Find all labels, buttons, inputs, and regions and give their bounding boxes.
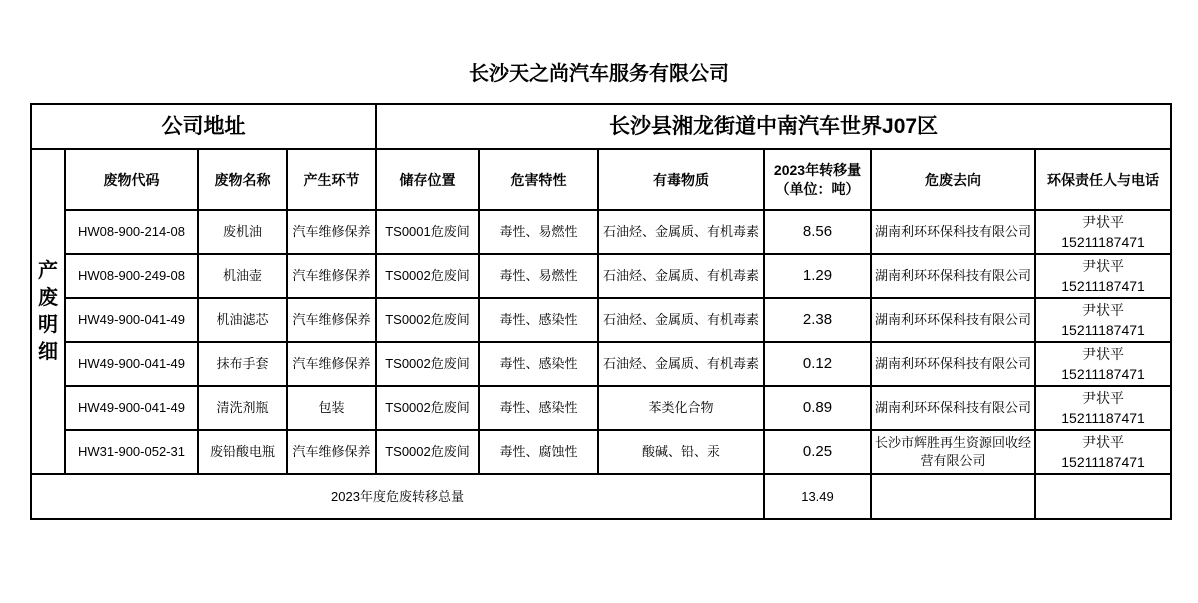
cell-waste-name: 废铅酸电瓶 [198,430,287,474]
contact-name: 尹状平 [1082,346,1125,362]
cell-waste-code: HW31-900-052-31 [65,430,198,474]
cell-contact [1035,254,1171,298]
contact-phone: 15211187471 [1061,278,1145,294]
cell-destination: 湖南利环环保科技有限公司 [871,254,1035,298]
cell-toxic-substances: 苯类化合物 [598,386,764,430]
total-contact-empty-cell [1035,474,1171,519]
table-header-row [31,149,1171,210]
contact-name: 尹状平 [1082,214,1125,230]
cell-toxic-substances: 石油烃、金属质、有机毒素 [598,210,764,254]
cell-hazard-traits: 毒性、感染性 [479,386,598,430]
cell-generation-stage: 汽车维修保养 [287,342,376,386]
total-amount: 13.49 [764,474,871,519]
cell-generation-stage: 汽车维修保养 [287,254,376,298]
cell-hazard-traits: 毒性、易燃性 [479,254,598,298]
page-title: 长沙天之尚汽车服务有限公司 [469,63,729,85]
header-storage-location: 储存位置 [376,149,479,210]
cell-storage-location: TS0001危废间 [376,210,479,254]
side-section-label: 产废明细 [38,259,58,363]
company-address-row [31,104,1171,149]
header-transfer-amount-line2: （单位：吨） [775,180,860,197]
table-row [31,298,1171,342]
contact-name: 尹状平 [1082,434,1125,450]
cell-contact [1035,430,1171,474]
contact-name: 尹状平 [1082,302,1125,318]
cell-hazard-traits: 毒性、感染性 [479,298,598,342]
table-row [31,386,1171,430]
contact-name: 尹状平 [1082,258,1125,274]
cell-destination: 湖南利环环保科技有限公司 [871,298,1035,342]
contact-phone: 15211187471 [1061,234,1145,250]
table-row [31,342,1171,386]
cell-transfer-amount: 8.56 [764,210,871,254]
contact-name: 尹状平 [1082,390,1125,406]
cell-waste-name: 机油滤芯 [198,298,287,342]
cell-transfer-amount: 0.25 [764,430,871,474]
company-address-label: 公司地址 [31,104,376,149]
cell-generation-stage: 包装 [287,386,376,430]
header-waste-code: 废物代码 [65,149,198,210]
cell-generation-stage: 汽车维修保养 [287,210,376,254]
cell-transfer-amount: 2.38 [764,298,871,342]
cell-waste-code: HW49-900-041-49 [65,298,198,342]
cell-contact [1035,210,1171,254]
header-transfer-amount [764,149,871,210]
cell-contact [1035,298,1171,342]
cell-storage-location: TS0002危废间 [376,298,479,342]
cell-waste-code: HW08-900-214-08 [65,210,198,254]
cell-toxic-substances: 酸碱、铅、汞 [598,430,764,474]
cell-generation-stage: 汽车维修保养 [287,298,376,342]
cell-destination: 湖南利环环保科技有限公司 [871,386,1035,430]
table-row [31,210,1171,254]
cell-hazard-traits: 毒性、腐蚀性 [479,430,598,474]
contact-phone: 15211187471 [1061,366,1145,382]
header-toxic-substances: 有毒物质 [598,149,764,210]
contact-phone: 15211187471 [1061,322,1145,338]
cell-waste-code: HW49-900-041-49 [65,342,198,386]
table-row [31,254,1171,298]
cell-generation-stage: 汽车维修保养 [287,430,376,474]
header-contact: 环保责任人与电话 [1035,149,1171,210]
cell-destination: 湖南利环环保科技有限公司 [871,342,1035,386]
total-destination-empty-cell [871,474,1035,519]
cell-toxic-substances: 石油烃、金属质、有机毒素 [598,254,764,298]
side-section-cell [31,149,65,474]
hazardous-waste-table [30,103,1172,520]
cell-contact [1035,386,1171,430]
cell-waste-code: HW49-900-041-49 [65,386,198,430]
total-row [31,474,1171,519]
cell-contact [1035,342,1171,386]
cell-storage-location: TS0002危废间 [376,386,479,430]
cell-transfer-amount: 0.89 [764,386,871,430]
company-address-value: 长沙县湘龙街道中南汽车世界J07区 [376,104,1171,149]
header-generation-stage: 产生环节 [287,149,376,210]
cell-waste-code: HW08-900-249-08 [65,254,198,298]
cell-storage-location: TS0002危废间 [376,254,479,298]
cell-waste-name: 抹布手套 [198,342,287,386]
header-destination: 危废去向 [871,149,1035,210]
cell-storage-location: TS0002危废间 [376,430,479,474]
cell-storage-location: TS0002危废间 [376,342,479,386]
contact-phone: 15211187471 [1061,454,1145,470]
cell-toxic-substances: 石油烃、金属质、有机毒素 [598,298,764,342]
cell-destination: 长沙市辉胜再生资源回收经营有限公司 [871,430,1035,474]
contact-phone: 15211187471 [1061,410,1145,426]
table-row [31,430,1171,474]
cell-waste-name: 机油壶 [198,254,287,298]
cell-transfer-amount: 1.29 [764,254,871,298]
header-transfer-amount-line1: 2023年转移量 [773,161,862,178]
cell-hazard-traits: 毒性、感染性 [479,342,598,386]
total-label: 2023年度危废转移总量 [31,474,764,519]
header-hazard-traits: 危害特性 [479,149,598,210]
cell-hazard-traits: 毒性、易燃性 [479,210,598,254]
cell-toxic-substances: 石油烃、金属质、有机毒素 [598,342,764,386]
cell-transfer-amount: 0.12 [764,342,871,386]
cell-destination: 湖南利环环保科技有限公司 [871,210,1035,254]
cell-waste-name: 清洗剂瓶 [198,386,287,430]
cell-waste-name: 废机油 [198,210,287,254]
header-waste-name: 废物名称 [198,149,287,210]
